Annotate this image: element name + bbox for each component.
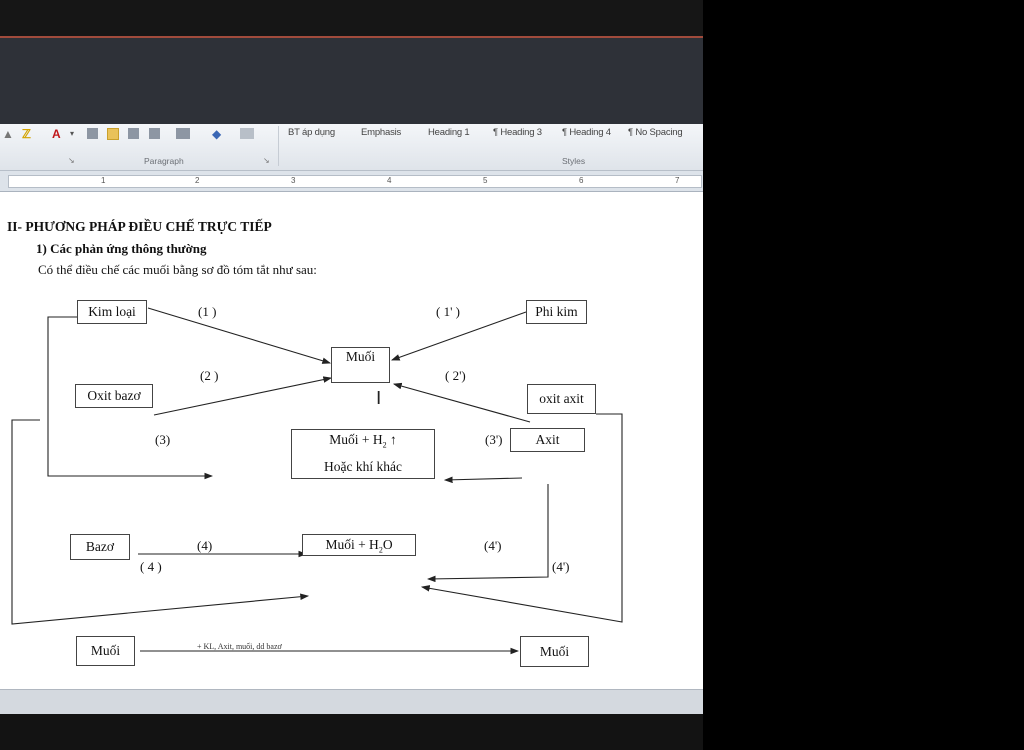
box-muoi-center: Muối [331,347,390,383]
arrow-axit-to-muoi-h2 [445,478,522,480]
label-4: (4) [197,538,213,553]
box-muoi-right: Muối [520,636,589,667]
ruler-number: 7 [675,176,680,185]
group-separator [278,126,279,166]
horizontal-ruler[interactable] [0,171,703,192]
style-heading-3[interactable]: ¶ Heading 3 [493,127,542,138]
box-muoi-left: Muối [76,636,135,666]
text-cursor-icon: I [376,388,382,409]
justify-button[interactable] [149,128,160,139]
muoi-h2-text: Muối + $H_2$ ↑ [329,432,397,450]
ruler-number: 1 [101,176,106,185]
align-left-button[interactable] [87,128,98,139]
style-emphasis[interactable]: Emphasis [361,127,402,138]
style-bt-ap-dung[interactable]: BT áp dụng [288,127,335,138]
gas-up-arrow-icon: ↑ [386,432,397,447]
title-bar [0,0,703,36]
paragraph-group-label: Paragraph [144,156,184,166]
label-1-prime: ( 1' ) [436,304,461,319]
document-page[interactable] [0,192,703,689]
styles-group-label: Styles [562,156,586,166]
ruler-number: 4 [387,176,392,185]
box-phi-kim: Phi kim [526,300,587,324]
ribbon-dark-area [0,38,703,124]
subsection-heading: 1) Các phản ứng thông thường [36,241,207,256]
ruler-number: 2 [195,176,200,185]
shading-icon[interactable]: ◆ [212,127,222,141]
highlight-icon[interactable]: ▲ [2,127,14,141]
label-4-prime: (4') [484,538,502,553]
box-bazo: Bazơ [70,534,130,560]
chevron-down-icon[interactable]: ▾ [70,129,75,138]
box-oxit-bazo: Oxit bazơ [75,384,153,408]
arrow-oxit-bazo-to-muoi [154,378,331,415]
arrow-left-loop [12,420,308,624]
muoi-arrow-note: + KL, Axit, muối, dd bazơ [197,642,282,651]
label-2: (2 ) [200,368,219,383]
ruler-number: 5 [483,176,488,185]
ribbon [0,124,703,171]
align-center-button[interactable] [107,128,119,140]
section-heading: II- PHƯƠNG PHÁP ĐIỀU CHẾ TRỰC TIẾP [7,219,272,234]
box-oxit-axit: oxit axit [527,384,596,414]
arrow-kim-loai-to-muoi [148,308,330,363]
box-kim-loai: Kim loại [77,300,147,324]
arrow-oxit-axit-to-muoi [394,384,530,422]
highlight-color-icon[interactable]: ℤ [22,127,31,141]
label-3-prime: (3') [485,432,503,447]
borders-button[interactable] [240,128,254,139]
ruler-number: 3 [291,176,296,185]
font-launcher-icon[interactable]: ↘ [68,156,75,165]
label-3: (3) [155,432,171,447]
style-no-spacing[interactable]: ¶ No Spacing [628,127,683,138]
ruler-number: 6 [579,176,584,185]
paragraph-launcher-icon[interactable]: ↘ [263,156,270,165]
box-muoi-h2o: Muối + $H_2O$ [302,534,416,556]
line-spacing-button[interactable] [176,128,190,139]
box-muoi-h2-or-gas [291,429,435,479]
style-heading-4[interactable]: ¶ Heading 4 [562,127,611,138]
arrow-axit-to-muoi-h2o [428,484,548,579]
label-1: (1 ) [198,304,217,319]
ruler-track [8,175,702,188]
box-axit: Axit [510,428,585,452]
label-4-prime-below: (4') [552,559,570,574]
align-right-button[interactable] [128,128,139,139]
status-bar [0,689,703,714]
label-4-below: ( 4 ) [140,559,162,574]
hoac-khi-khac-text: Hoặc khí khác [324,458,402,474]
intro-text: Có thể điều chế các muối bằng sơ đồ tóm tắt như sau: [38,262,317,277]
font-color-icon[interactable]: A [52,127,61,141]
label-2-prime: ( 2') [445,368,466,383]
style-heading-1[interactable]: Heading 1 [428,127,470,138]
